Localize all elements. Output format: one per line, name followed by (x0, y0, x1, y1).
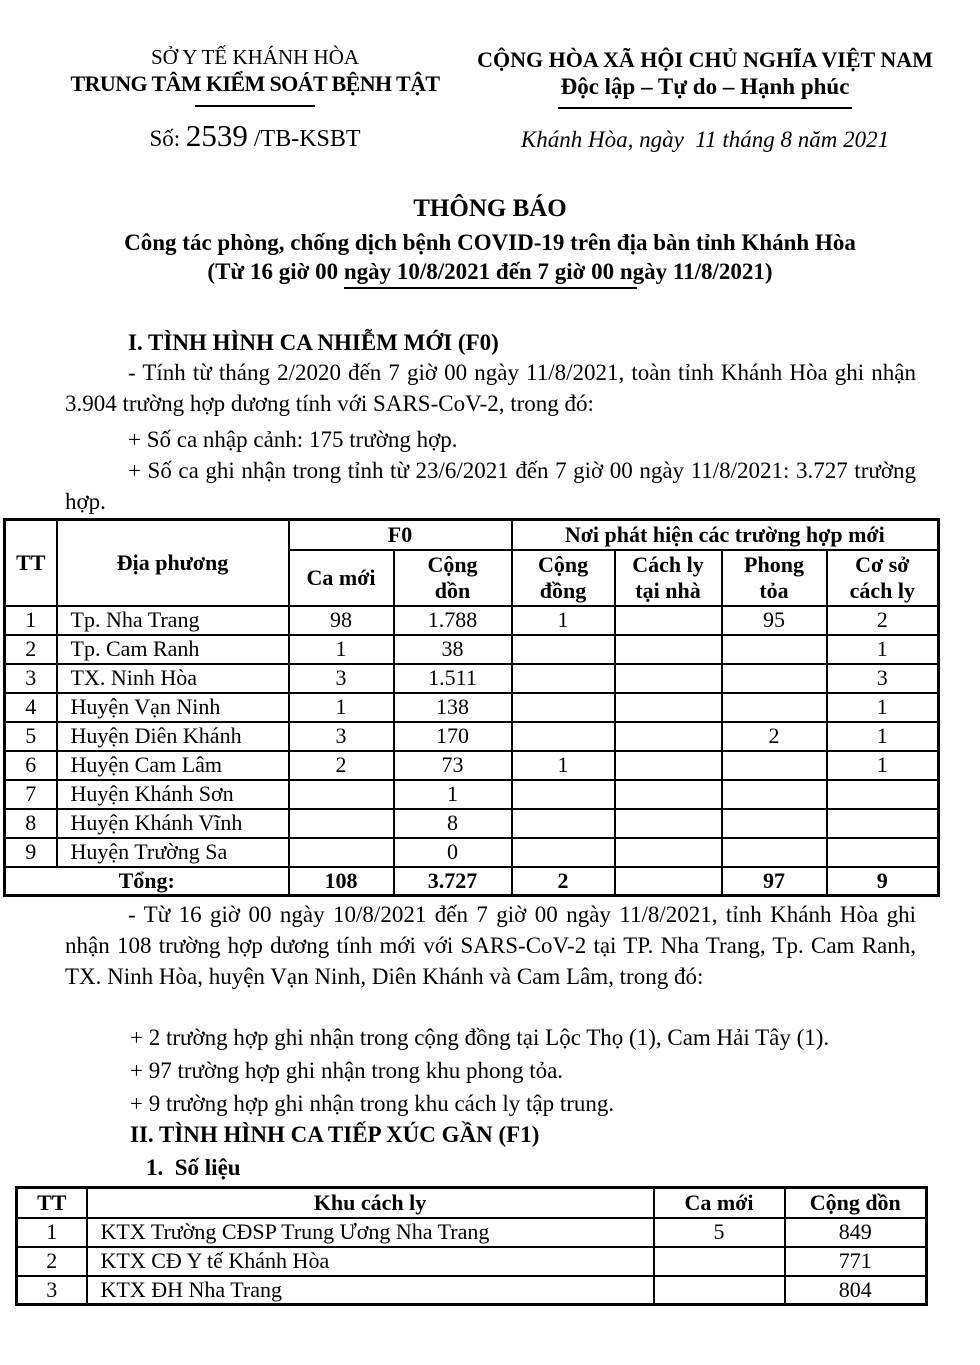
cell-camoi: 2 (289, 751, 394, 780)
cell-congdong (512, 722, 615, 751)
cell-camoi (654, 1276, 785, 1305)
cell-coso (827, 809, 939, 838)
cell-cachly (615, 780, 722, 809)
section1-bullet2: + Số ca ghi nhận trong tỉnh từ 23/6/2021 đến 7 giờ 00 ngày 11/8/2021: 3.727 trường hợp. (65, 458, 916, 514)
title-line1: THÔNG BÁO (413, 195, 567, 222)
table-row (5, 751, 939, 780)
org-name: TRUNG TÂM KIỂM SOÁT BỆNH TẬT (70, 71, 440, 96)
total-cachly (615, 867, 722, 896)
cell-phongtoa: 95 (722, 606, 827, 635)
cell-congdon: 1 (394, 780, 512, 809)
national-title: CỘNG HÒA XÃ HỘI CHỦ NGHĨA VIỆT NAM (477, 47, 933, 72)
cell-coso: 2 (827, 606, 939, 635)
cell-diaphuong: Huyện Cam Lâm (57, 751, 289, 780)
f0-col-f0: F0 (289, 520, 512, 550)
document-number-line (55, 120, 455, 155)
section1-after-bullet3: + 9 trường hợp ghi nhận trong khu cách ly tập trung. (130, 1091, 615, 1116)
cell-diaphuong: Huyện Trường Sa (57, 838, 289, 867)
cell-congdong (512, 635, 615, 664)
total-congdon: 3.727 (394, 867, 512, 896)
doc-no-suffix: /TB-KSBT (247, 126, 361, 152)
f1-col-tt: TT (17, 1188, 87, 1218)
cell-diaphuong: Tp. Nha Trang (57, 606, 289, 635)
f1-col-congdon: Cộng dồn (785, 1188, 927, 1218)
cell-diaphuong: Huyện Khánh Sơn (57, 780, 289, 809)
f0-col-cachly: Cách ly tại nhà (615, 550, 722, 606)
cell-congdong (512, 838, 615, 867)
cell-congdon: 73 (394, 751, 512, 780)
title-line2: Công tác phòng, chống dịch bệnh COVID-19 trên địa bàn tỉnh Khánh Hòa (124, 230, 856, 255)
org-underline (195, 105, 315, 107)
cell-tt: 7 (5, 780, 57, 809)
cell-congdong: 1 (512, 751, 615, 780)
doc-no-value: 2539 (185, 118, 248, 153)
f0-col-noiphathien: Nơi phát hiện các trường hợp mới (512, 520, 939, 550)
cell-tt: 1 (5, 606, 57, 635)
total-label: Tổng: (5, 867, 289, 896)
cell-phongtoa (722, 693, 827, 722)
cell-camoi (289, 838, 394, 867)
cell-camoi: 1 (289, 693, 394, 722)
cell-camoi: 1 (289, 635, 394, 664)
cell-camoi: 3 (289, 722, 394, 751)
cell-diaphuong: Huyện Vạn Ninh (57, 693, 289, 722)
cell-camoi: 5 (654, 1218, 785, 1247)
total-row (5, 867, 939, 896)
cell-khucachly: KTX ĐH Nha Trang (87, 1276, 654, 1305)
section2-subheading: 1. Số liệu (146, 1155, 241, 1180)
cell-congdon: 771 (785, 1247, 927, 1276)
motto-underline (558, 107, 852, 109)
cell-cachly (615, 606, 722, 635)
section1-bullet1: + Số ca nhập cảnh: 175 trường hợp. (128, 427, 458, 452)
f0-col-camoi: Ca mới (289, 550, 394, 606)
title-line3: (Từ 16 giờ 00 ngày 10/8/2021 đến 7 giờ 00 ngày 11/8/2021) (207, 259, 773, 284)
cell-coso: 1 (827, 693, 939, 722)
cell-congdong (512, 780, 615, 809)
cell-tt: 2 (17, 1247, 87, 1276)
cell-congdon: 804 (785, 1276, 927, 1305)
doc-no-prefix: Số: (149, 126, 186, 151)
cell-tt: 8 (5, 809, 57, 838)
cell-tt: 4 (5, 693, 57, 722)
org-header (55, 44, 455, 155)
cell-cachly (615, 635, 722, 664)
cell-khucachly: KTX Trường CĐSP Trung Ương Nha Trang (87, 1218, 654, 1247)
cell-coso: 1 (827, 635, 939, 664)
f1-col-camoi: Ca mới (654, 1188, 785, 1218)
table-row (5, 838, 939, 867)
cell-congdon: 38 (394, 635, 512, 664)
cell-phongtoa (722, 664, 827, 693)
cell-coso: 1 (827, 722, 939, 751)
cell-phongtoa (722, 838, 827, 867)
f0-col-phongtoa: Phong tỏa (722, 550, 827, 606)
f0-col-congdong: Cộng đồng (512, 550, 615, 606)
cell-phongtoa: 2 (722, 722, 827, 751)
cell-congdon: 8 (394, 809, 512, 838)
table-row (5, 664, 939, 693)
cell-camoi: 98 (289, 606, 394, 635)
cell-congdong (512, 664, 615, 693)
cell-congdong (512, 693, 615, 722)
cell-camoi: 3 (289, 664, 394, 693)
cell-congdong: 1 (512, 606, 615, 635)
national-header (460, 46, 950, 155)
cell-congdon: 1.788 (394, 606, 512, 635)
cell-diaphuong: Tp. Cam Ranh (57, 635, 289, 664)
cell-camoi (289, 809, 394, 838)
table-row (5, 606, 939, 635)
cell-coso: 1 (827, 751, 939, 780)
table-row (17, 1218, 927, 1247)
section1-after-bullet1: + 2 trường hợp ghi nhận trong cộng đồng tại Lộc Thọ (1), Cam Hải Tây (1). (130, 1025, 830, 1050)
section2-heading: II. TÌNH HÌNH CA TIẾP XÚC GẦN (F1) (130, 1122, 540, 1147)
cell-tt: 9 (5, 838, 57, 867)
cell-tt: 2 (5, 635, 57, 664)
cell-congdon: 0 (394, 838, 512, 867)
cell-diaphuong: Huyện Khánh Vĩnh (57, 809, 289, 838)
section1-after-bullet2: + 97 trường hợp ghi nhận trong khu phong tỏa. (130, 1058, 564, 1083)
cell-camoi (289, 780, 394, 809)
cell-cachly (615, 838, 722, 867)
f1-col-khucachly: Khu cách ly (87, 1188, 654, 1218)
cell-congdon: 170 (394, 722, 512, 751)
cell-phongtoa (722, 635, 827, 664)
section1-paragraph: - Tính từ tháng 2/2020 đến 7 giờ 00 ngày 11/8/2021, toàn tỉnh Khánh Hòa ghi nhận 3.904 trường hợp dương tính với SARS-CoV-2, trong đó: (65, 360, 916, 416)
f0-col-congdon: Cộng dồn (394, 550, 512, 606)
cell-diaphuong: TX. Ninh Hòa (57, 664, 289, 693)
total-coso: 9 (827, 867, 939, 896)
cell-diaphuong: Huyện Diên Khánh (57, 722, 289, 751)
table-row (17, 1247, 927, 1276)
cell-khucachly: KTX CĐ Y tế Khánh Hòa (87, 1247, 654, 1276)
national-motto: Độc lập – Tự do – Hạnh phúc (560, 74, 850, 99)
cell-congdon: 849 (785, 1218, 927, 1247)
cell-tt: 3 (5, 664, 57, 693)
table-row (5, 693, 939, 722)
cell-coso (827, 838, 939, 867)
cell-phongtoa (722, 751, 827, 780)
table-row (5, 635, 939, 664)
org-name-parent: SỞ Y TẾ KHÁNH HÒA (150, 45, 360, 69)
cell-congdon: 138 (394, 693, 512, 722)
table-row (5, 809, 939, 838)
f0-table (3, 518, 940, 897)
section1-paragraph2: - Từ 16 giờ 00 ngày 10/8/2021 đến 7 giờ 00 ngày 11/8/2021, tỉnh Khánh Hòa ghi nhận 108 trường hợp dương tính mới với SARS-CoV-2 tại TP. Nha Trang, Tp. Cam Ranh, TX. Ninh Hòa, huyện Vạn Ninh, Diên Khánh và Cam Lâm, trong đó: (65, 902, 916, 989)
table-row (5, 780, 939, 809)
section1-heading: I. TÌNH HÌNH CA NHIỄM MỚI (F0) (128, 330, 499, 355)
cell-tt: 3 (17, 1276, 87, 1305)
cell-coso (827, 780, 939, 809)
cell-cachly (615, 693, 722, 722)
cell-camoi (654, 1247, 785, 1276)
place-date-line: Khánh Hòa, ngày 11 tháng 8 năm 2021 (520, 127, 890, 152)
cell-cachly (615, 664, 722, 693)
cell-coso: 3 (827, 664, 939, 693)
total-congdong: 2 (512, 867, 615, 896)
cell-tt: 5 (5, 722, 57, 751)
table-row (17, 1276, 927, 1305)
f0-col-tt: TT (5, 520, 57, 606)
total-phongtoa: 97 (722, 867, 827, 896)
document-title (0, 194, 980, 289)
total-camoi: 108 (289, 867, 394, 896)
cell-tt: 6 (5, 751, 57, 780)
f0-col-diaphuong: Địa phương (57, 520, 289, 606)
cell-phongtoa (722, 780, 827, 809)
cell-cachly (615, 809, 722, 838)
cell-cachly (615, 751, 722, 780)
table-row (5, 722, 939, 751)
cell-congdong (512, 809, 615, 838)
cell-cachly (615, 722, 722, 751)
cell-phongtoa (722, 809, 827, 838)
cell-congdon: 1.511 (394, 664, 512, 693)
f1-table (15, 1186, 928, 1306)
title-underline (344, 287, 637, 289)
f0-col-coso: Cơ sở cách ly (827, 550, 939, 606)
cell-tt: 1 (17, 1218, 87, 1247)
